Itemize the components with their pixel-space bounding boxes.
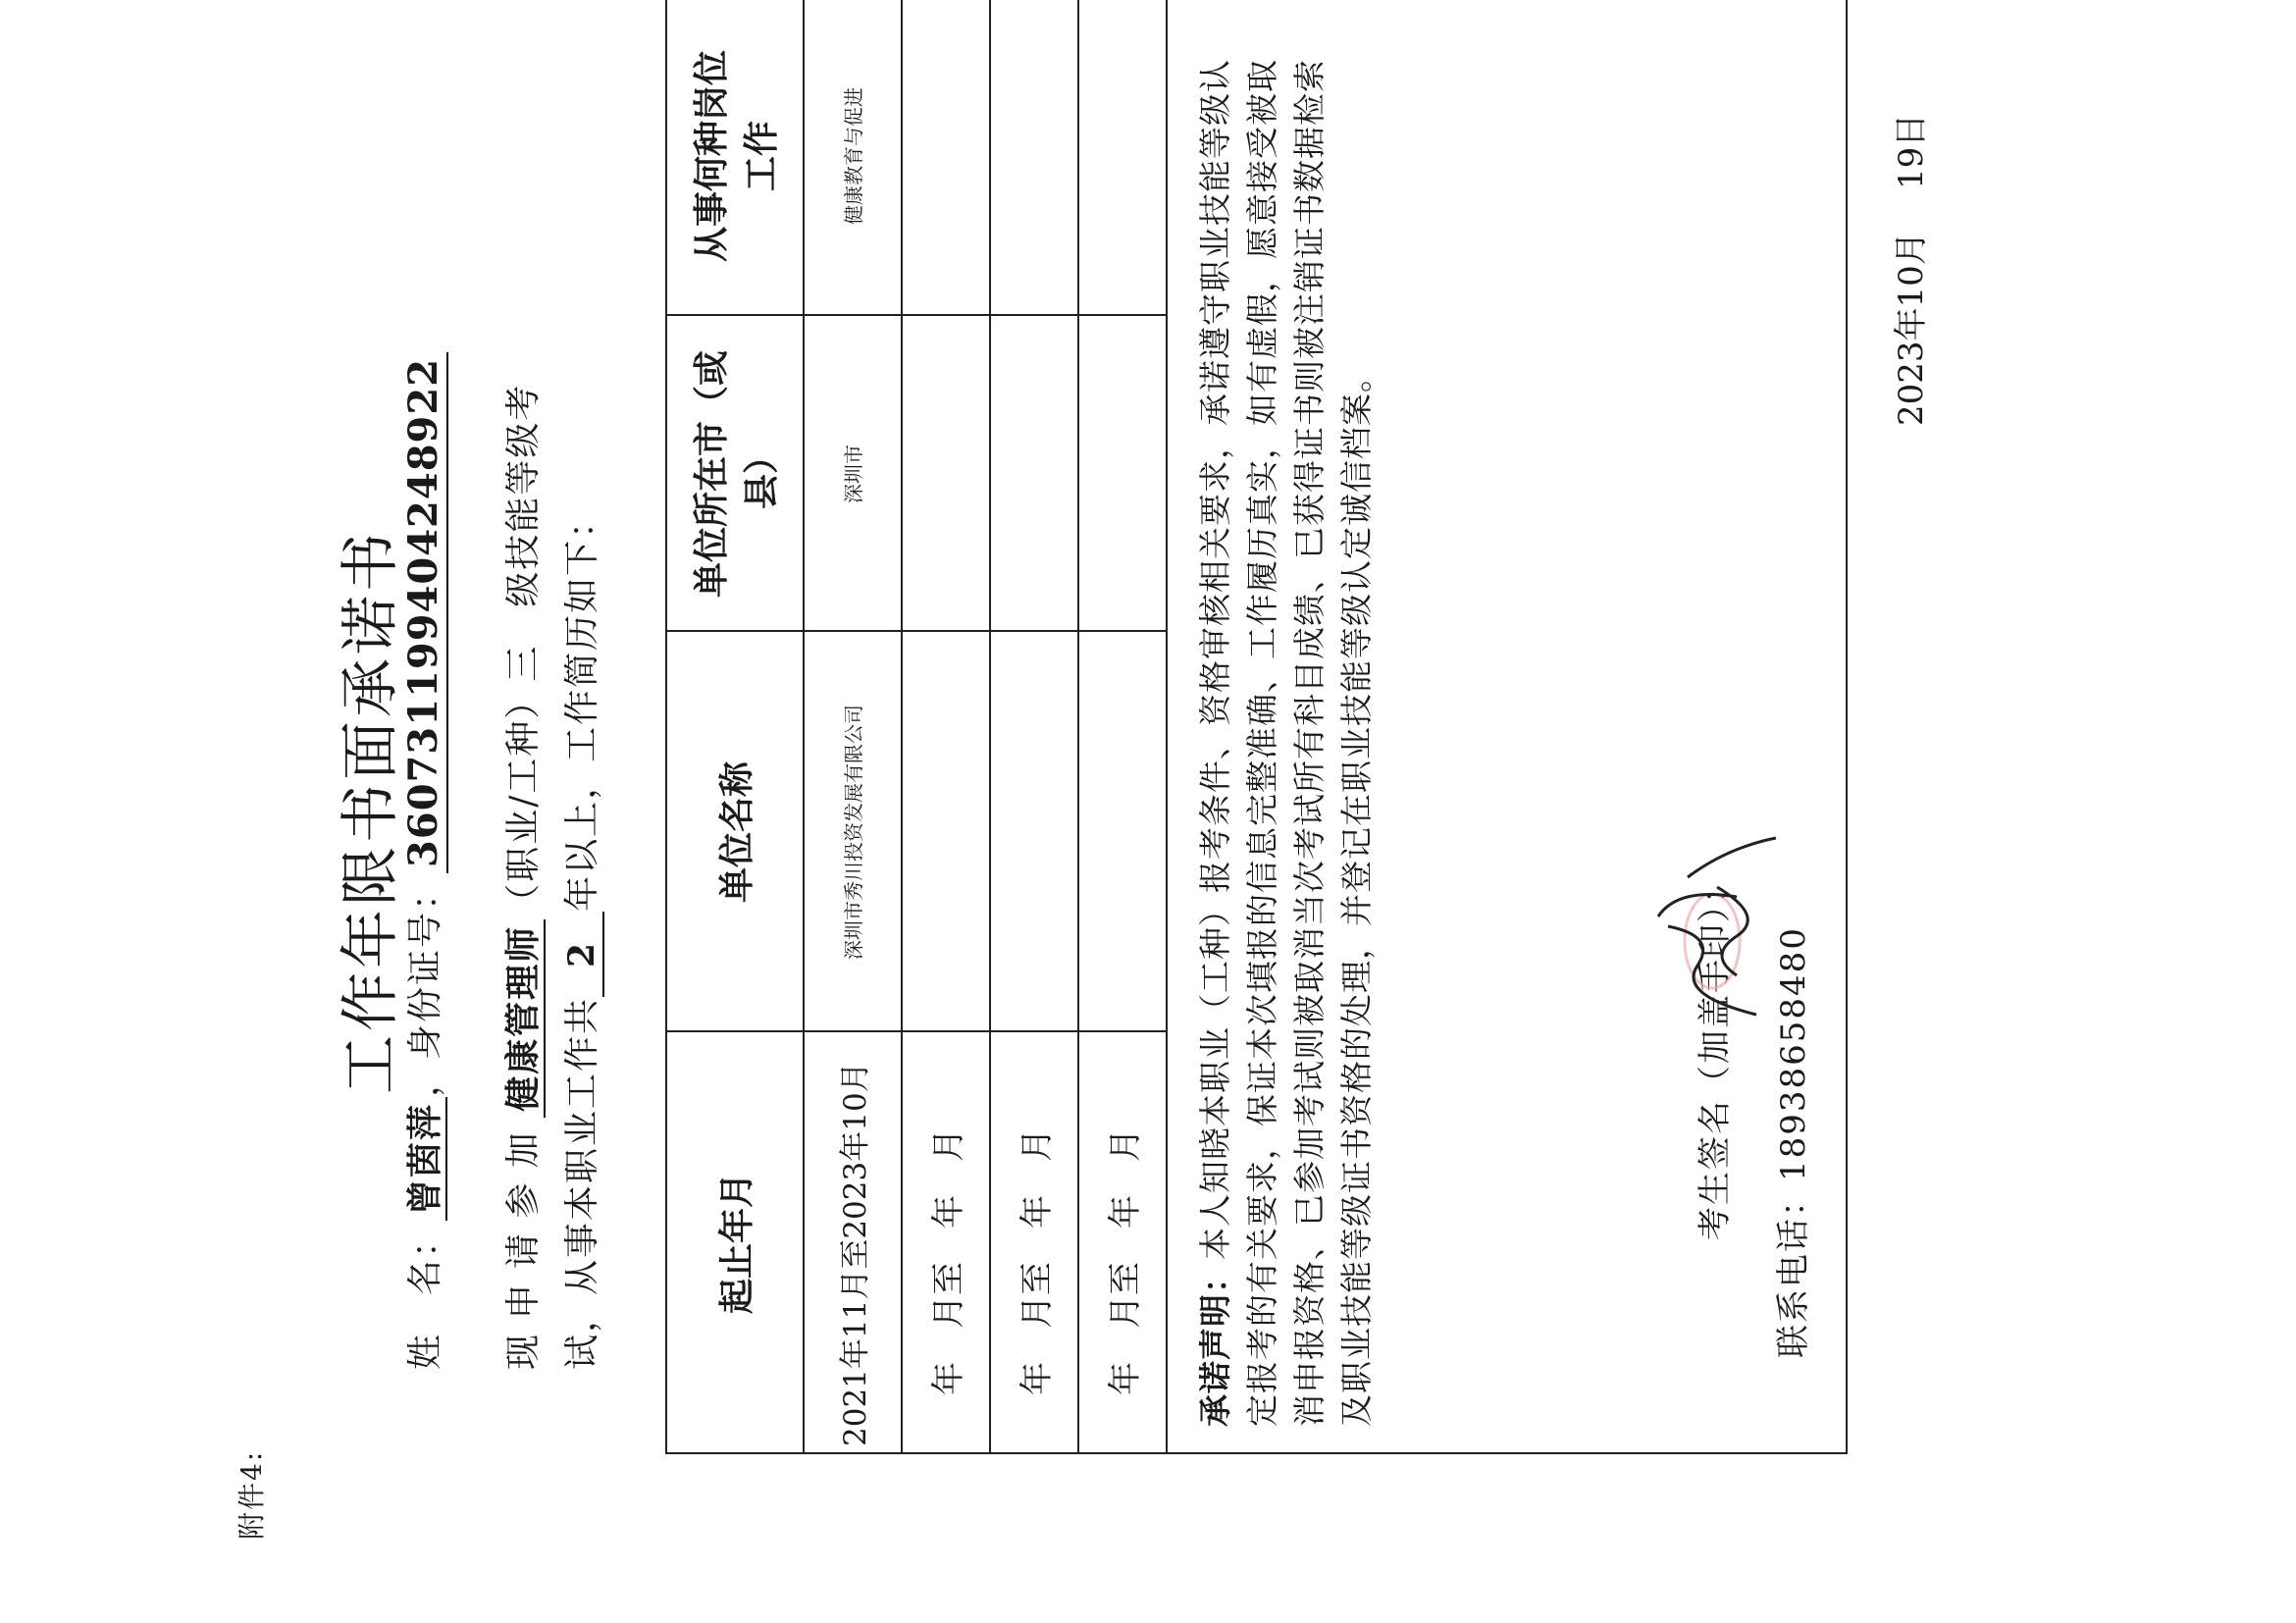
sign-date [1884,114,1932,426]
apply-suffix: （职业/工种）三 级技能等级考 [503,383,544,919]
header-position: 从事何种岗位工作 [691,50,782,263]
attachment-label: 附件4: [235,1449,268,1540]
applicant-name: 曾茵萍 [404,1097,447,1221]
table-rule [1166,0,1168,1454]
row2-period: 年 月至 年 月 [928,1128,968,1395]
header-period: 起止年月 [715,1173,757,1315]
statement-label: 承诺声明： [1196,1260,1234,1427]
page-title: 工作年限书面承诺书 [337,529,405,1094]
row1-city: 深圳市 [841,445,865,503]
date-day: 19日 [1892,113,1931,189]
years-prefix: 试，从事本职业工作共 [562,996,602,1370]
row4-period: 年 月至 年 月 [1105,1128,1145,1395]
commitment-statement [1192,33,1381,1427]
id-number: 360731199404248922 [400,352,448,873]
row3-period: 年 月至 年 月 [1017,1128,1057,1395]
statement-text: 本人知晓本职业（工种）报考条件、资格审核相关要求，承诺遵守职业技能等级认定报考的有关要求，保证本次填报的信息完整准确、工作履历真实，如有虚假，愿意接受被取消申报资格、已参加考试则被取消当次考试所有科目成绩、已获得证书则被注销证书数据检索及职业技能等级证书资格的处理，并登记在职业技能等级认定诚信档案。 [1196,59,1376,1427]
row1-period: 2021年11月至2023年10月 [837,1062,873,1446]
row1-position: 健康教育与促进 [841,87,865,225]
signature-label: 考生签名（加盖手印）： [1696,868,1735,1240]
occupation: 健康管理师 [502,919,546,1118]
phone-number: 18938658480 [1774,926,1813,1181]
id-label: ，身份证号： [405,872,445,1097]
applicant-line [397,352,447,1370]
work-years: 2 [561,912,604,997]
apply-line [496,384,546,1370]
years-suffix: 年以上，工作简历如下： [562,500,602,912]
header-city: 单位所在市（或县） [691,350,782,599]
row1-company: 深圳市秀川投资发展有限公司 [841,705,865,960]
header-company: 单位名称 [715,761,757,904]
years-line [554,501,604,1370]
phone-label: 联系电话： [1774,1181,1813,1358]
apply-prefix: 现 申 请 参 加 [503,1130,544,1370]
date-year-month: 2023年10月 [1892,232,1931,426]
phone-line [1766,926,1814,1358]
name-label: 姓 名： [405,1220,445,1370]
